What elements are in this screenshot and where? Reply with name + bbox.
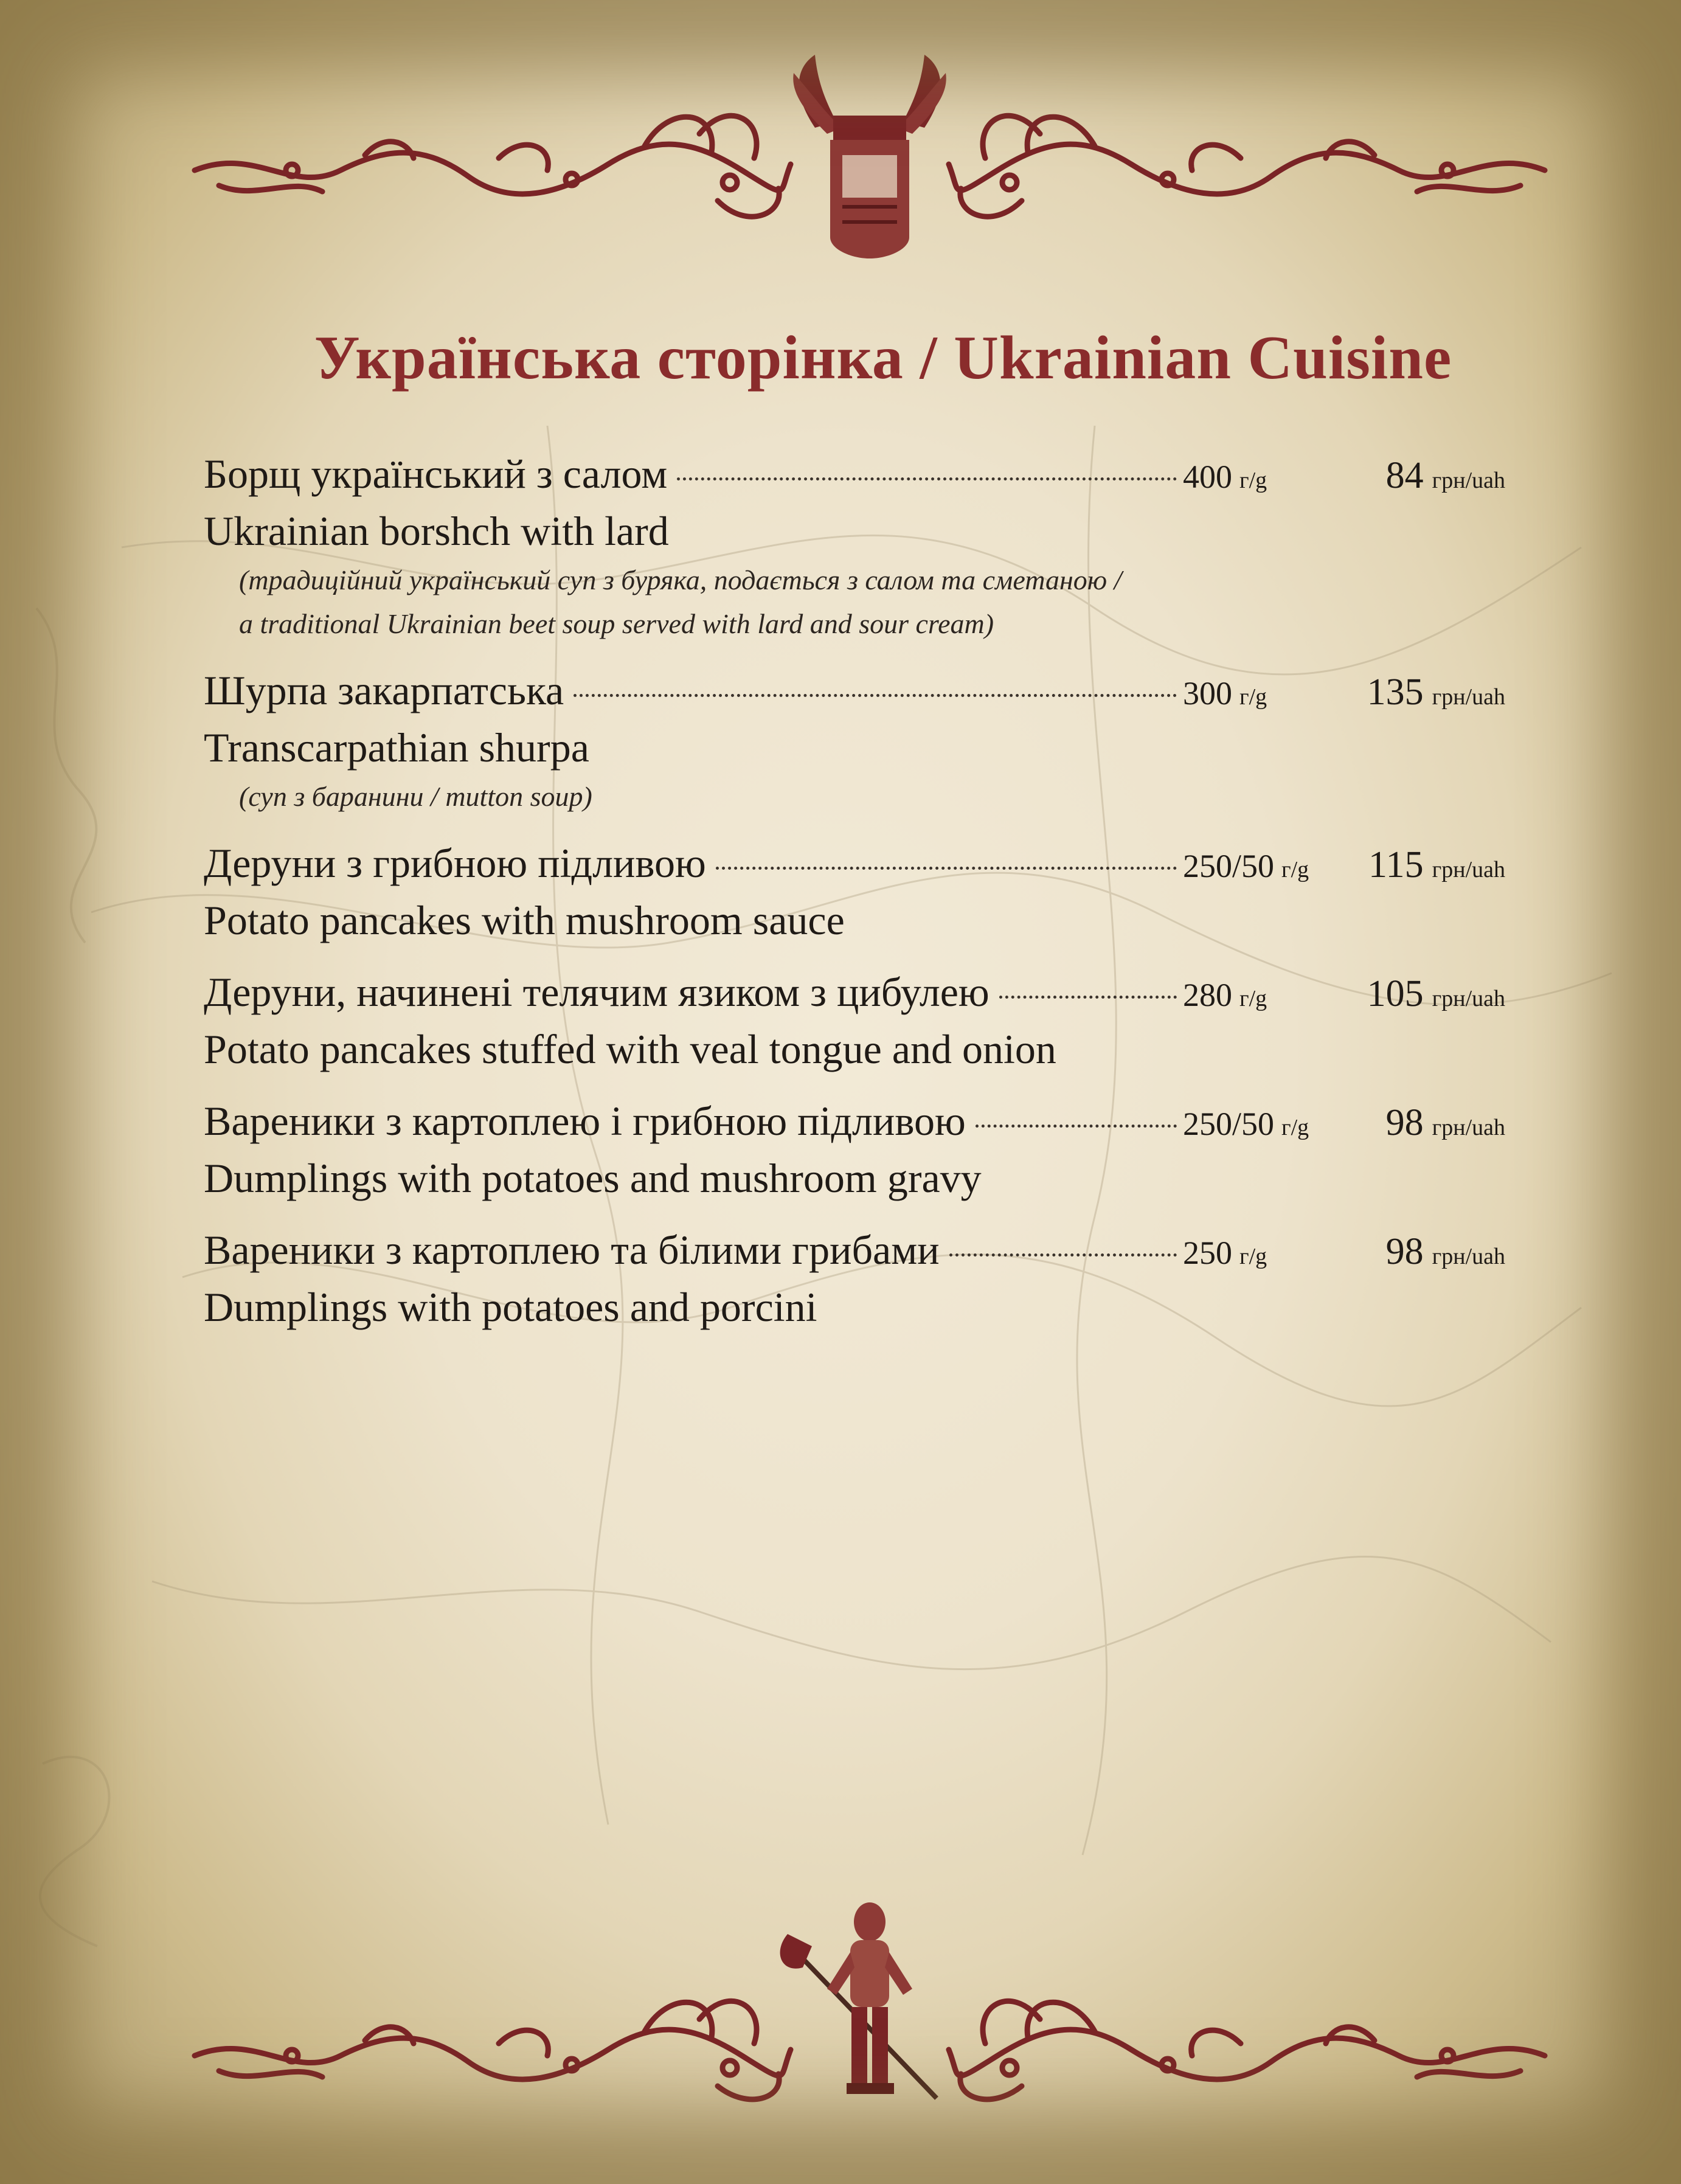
page-title: Українська сторінка / Ukrainian Cuisine (314, 324, 1452, 392)
bottom-ornament-with-knight (182, 1898, 1557, 2116)
dish-name-english: Potato pancakes stuffed with veal tongue and onion (204, 1026, 1056, 1072)
dish-weight: 250 г/g (1183, 1235, 1267, 1271)
dot-leader (574, 694, 1177, 697)
menu-item (204, 1226, 1505, 1334)
dish-description: (традиційний український суп з буряка, подається з салом та сметаною / (239, 564, 1122, 595)
dish-description: a traditional Ukrainian beet soup served with lard and sour cream) (239, 608, 994, 639)
dish-price: 105 грн/uah (1367, 973, 1505, 1014)
dot-leader (716, 867, 1177, 870)
dish-price: 135 грн/uah (1367, 671, 1505, 713)
dish-name-english: Potato pancakes with mushroom sauce (204, 897, 845, 943)
dot-leader (976, 1125, 1177, 1128)
dish-name-english: Dumplings with potatoes and mushroom gravy (204, 1155, 982, 1201)
dish-weight: 400 г/g (1183, 459, 1267, 495)
winged-helmet-icon (793, 55, 946, 258)
dish-name-ukrainian: Вареники з картоплею і грибною підливою (204, 1098, 966, 1144)
dish-price: 98 грн/uah (1385, 1231, 1505, 1272)
dish-description: (суп з баранини / mutton soup) (239, 781, 592, 812)
dish-weight: 280 г/g (1183, 977, 1267, 1013)
dish-price: 98 грн/uah (1385, 1102, 1505, 1143)
menu-item (204, 667, 1505, 819)
knight-with-halberd-icon (780, 1902, 937, 2098)
dot-leader (949, 1253, 1177, 1257)
dish-weight: 250/50 г/g (1183, 1106, 1309, 1142)
dish-name-english: Dumplings with potatoes and porcini (204, 1284, 817, 1330)
dish-weight: 300 г/g (1183, 675, 1267, 712)
menu-item (204, 450, 1505, 646)
dot-leader (999, 996, 1177, 999)
menu-list (204, 450, 1505, 1355)
dish-name-english: Transcarpathian shurpa (204, 724, 589, 771)
dish-weight: 250/50 г/g (1183, 848, 1309, 884)
dish-name-ukrainian: Борщ український з салом (204, 451, 668, 497)
menu-item (204, 968, 1505, 1076)
menu-item (204, 839, 1505, 948)
dish-name-ukrainian: Шурпа закарпатська (204, 667, 564, 713)
dish-price: 115 грн/uah (1368, 844, 1505, 886)
dish-name-ukrainian: Деруни, начинені телячим язиком з цибулею (204, 969, 990, 1015)
menu-item (204, 1097, 1505, 1205)
dish-price: 84 грн/uah (1385, 455, 1505, 496)
top-ornament-with-winged-helmet (182, 55, 1557, 262)
dish-name-ukrainian: Деруни з грибною підливою (204, 840, 706, 886)
dot-leader (677, 477, 1177, 480)
dish-name-english: Ukrainian borshch with lard (204, 508, 669, 554)
dish-name-ukrainian: Вареники з картоплею та білими грибами (204, 1227, 940, 1273)
